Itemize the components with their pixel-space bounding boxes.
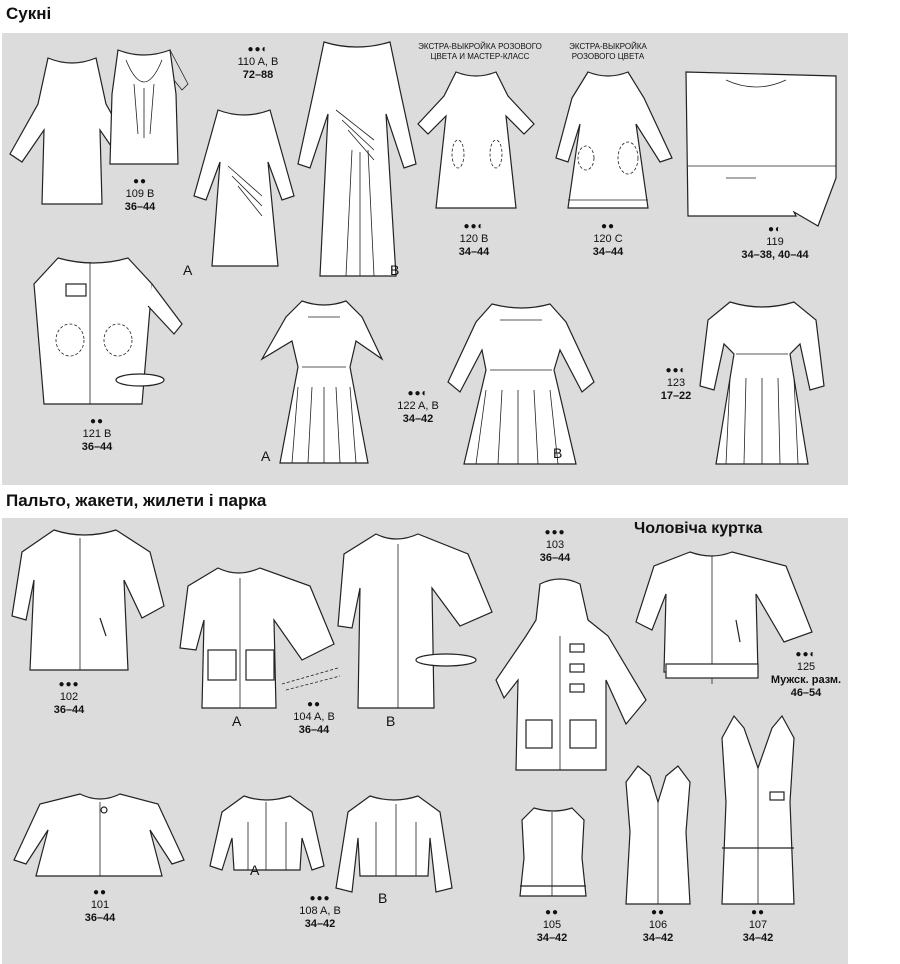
- sketch-106[interactable]: [620, 762, 696, 908]
- sketch-102[interactable]: [10, 526, 168, 674]
- label-120b: ●●◐ 120 B 34–44: [458, 221, 490, 258]
- sketch-104b[interactable]: [336, 530, 496, 714]
- letter-a-104: A: [232, 713, 242, 729]
- sketch-121b[interactable]: [24, 254, 186, 414]
- label-109: ●● 109 B 36–44: [124, 176, 156, 213]
- label-107: ●● 107 34–42: [742, 907, 774, 944]
- label-120c: ●● 120 C 34–44: [592, 221, 624, 258]
- label-101: ●● 101 36–44: [84, 887, 116, 924]
- sketch-107[interactable]: [718, 712, 798, 908]
- label-125: ●●◐ 125 Мужск. разм. 46–54: [770, 649, 842, 699]
- label-110: ●●◐ 110 A, B 72–88: [237, 44, 279, 81]
- label-102: ●●● 102 36–44: [53, 679, 85, 716]
- label-123: ●●◐ 123 17–22: [660, 365, 692, 402]
- sketch-109[interactable]: [10, 44, 190, 214]
- sketch-119[interactable]: [686, 70, 840, 230]
- letter-b-104: B: [386, 713, 396, 729]
- section-title-coats: Пальто, жакети, жилети і парка: [6, 491, 267, 510]
- letter-b-110: B: [390, 262, 400, 278]
- section-title-men-jacket: Чоловіча куртка: [634, 520, 763, 537]
- label-108: ●●● 108 A, B 34–42: [299, 893, 341, 930]
- label-106: ●● 106 34–42: [642, 907, 674, 944]
- label-121b: ●● 121 B 36–44: [81, 416, 113, 453]
- letter-b-108: B: [378, 890, 388, 906]
- sketch-122b[interactable]: [446, 300, 598, 470]
- sketch-110b[interactable]: [296, 40, 418, 278]
- label-103: ●●● 103 36–44: [539, 527, 571, 564]
- sketch-101[interactable]: [14, 790, 190, 886]
- label-119: ●◐ 119 34–38, 40–44: [741, 224, 809, 261]
- letter-b-122: B: [553, 445, 563, 461]
- letter-a-122: A: [261, 448, 271, 464]
- letter-a-108: A: [250, 862, 260, 878]
- sketch-104a[interactable]: [178, 564, 346, 714]
- sketch-120c[interactable]: [552, 68, 680, 218]
- sketch-122a[interactable]: [262, 297, 382, 469]
- sketch-110a[interactable]: [190, 106, 300, 276]
- note-120b: ЭКСТРА-ВЫКРОЙКА РОЗОВОГО ЦВЕТА И МАСТЕР-КЛАСС: [418, 42, 542, 61]
- sketch-123[interactable]: [690, 298, 834, 468]
- label-122: ●●◐ 122 A, B 34–42: [397, 388, 439, 425]
- sketch-120b[interactable]: [418, 68, 534, 218]
- section-title-dresses: Сукні: [6, 4, 52, 23]
- letter-a-110: A: [183, 262, 193, 278]
- label-104: ●● 104 A, B 36–44: [293, 699, 335, 736]
- sketch-108b[interactable]: [334, 792, 454, 902]
- sketch-108a[interactable]: [208, 792, 328, 876]
- label-105: ●● 105 34–42: [536, 907, 568, 944]
- note-120c: ЭКСТРА-ВЫКРОЙКА РОЗОВОГО ЦВЕТА: [569, 42, 647, 61]
- sketch-105[interactable]: [516, 804, 590, 900]
